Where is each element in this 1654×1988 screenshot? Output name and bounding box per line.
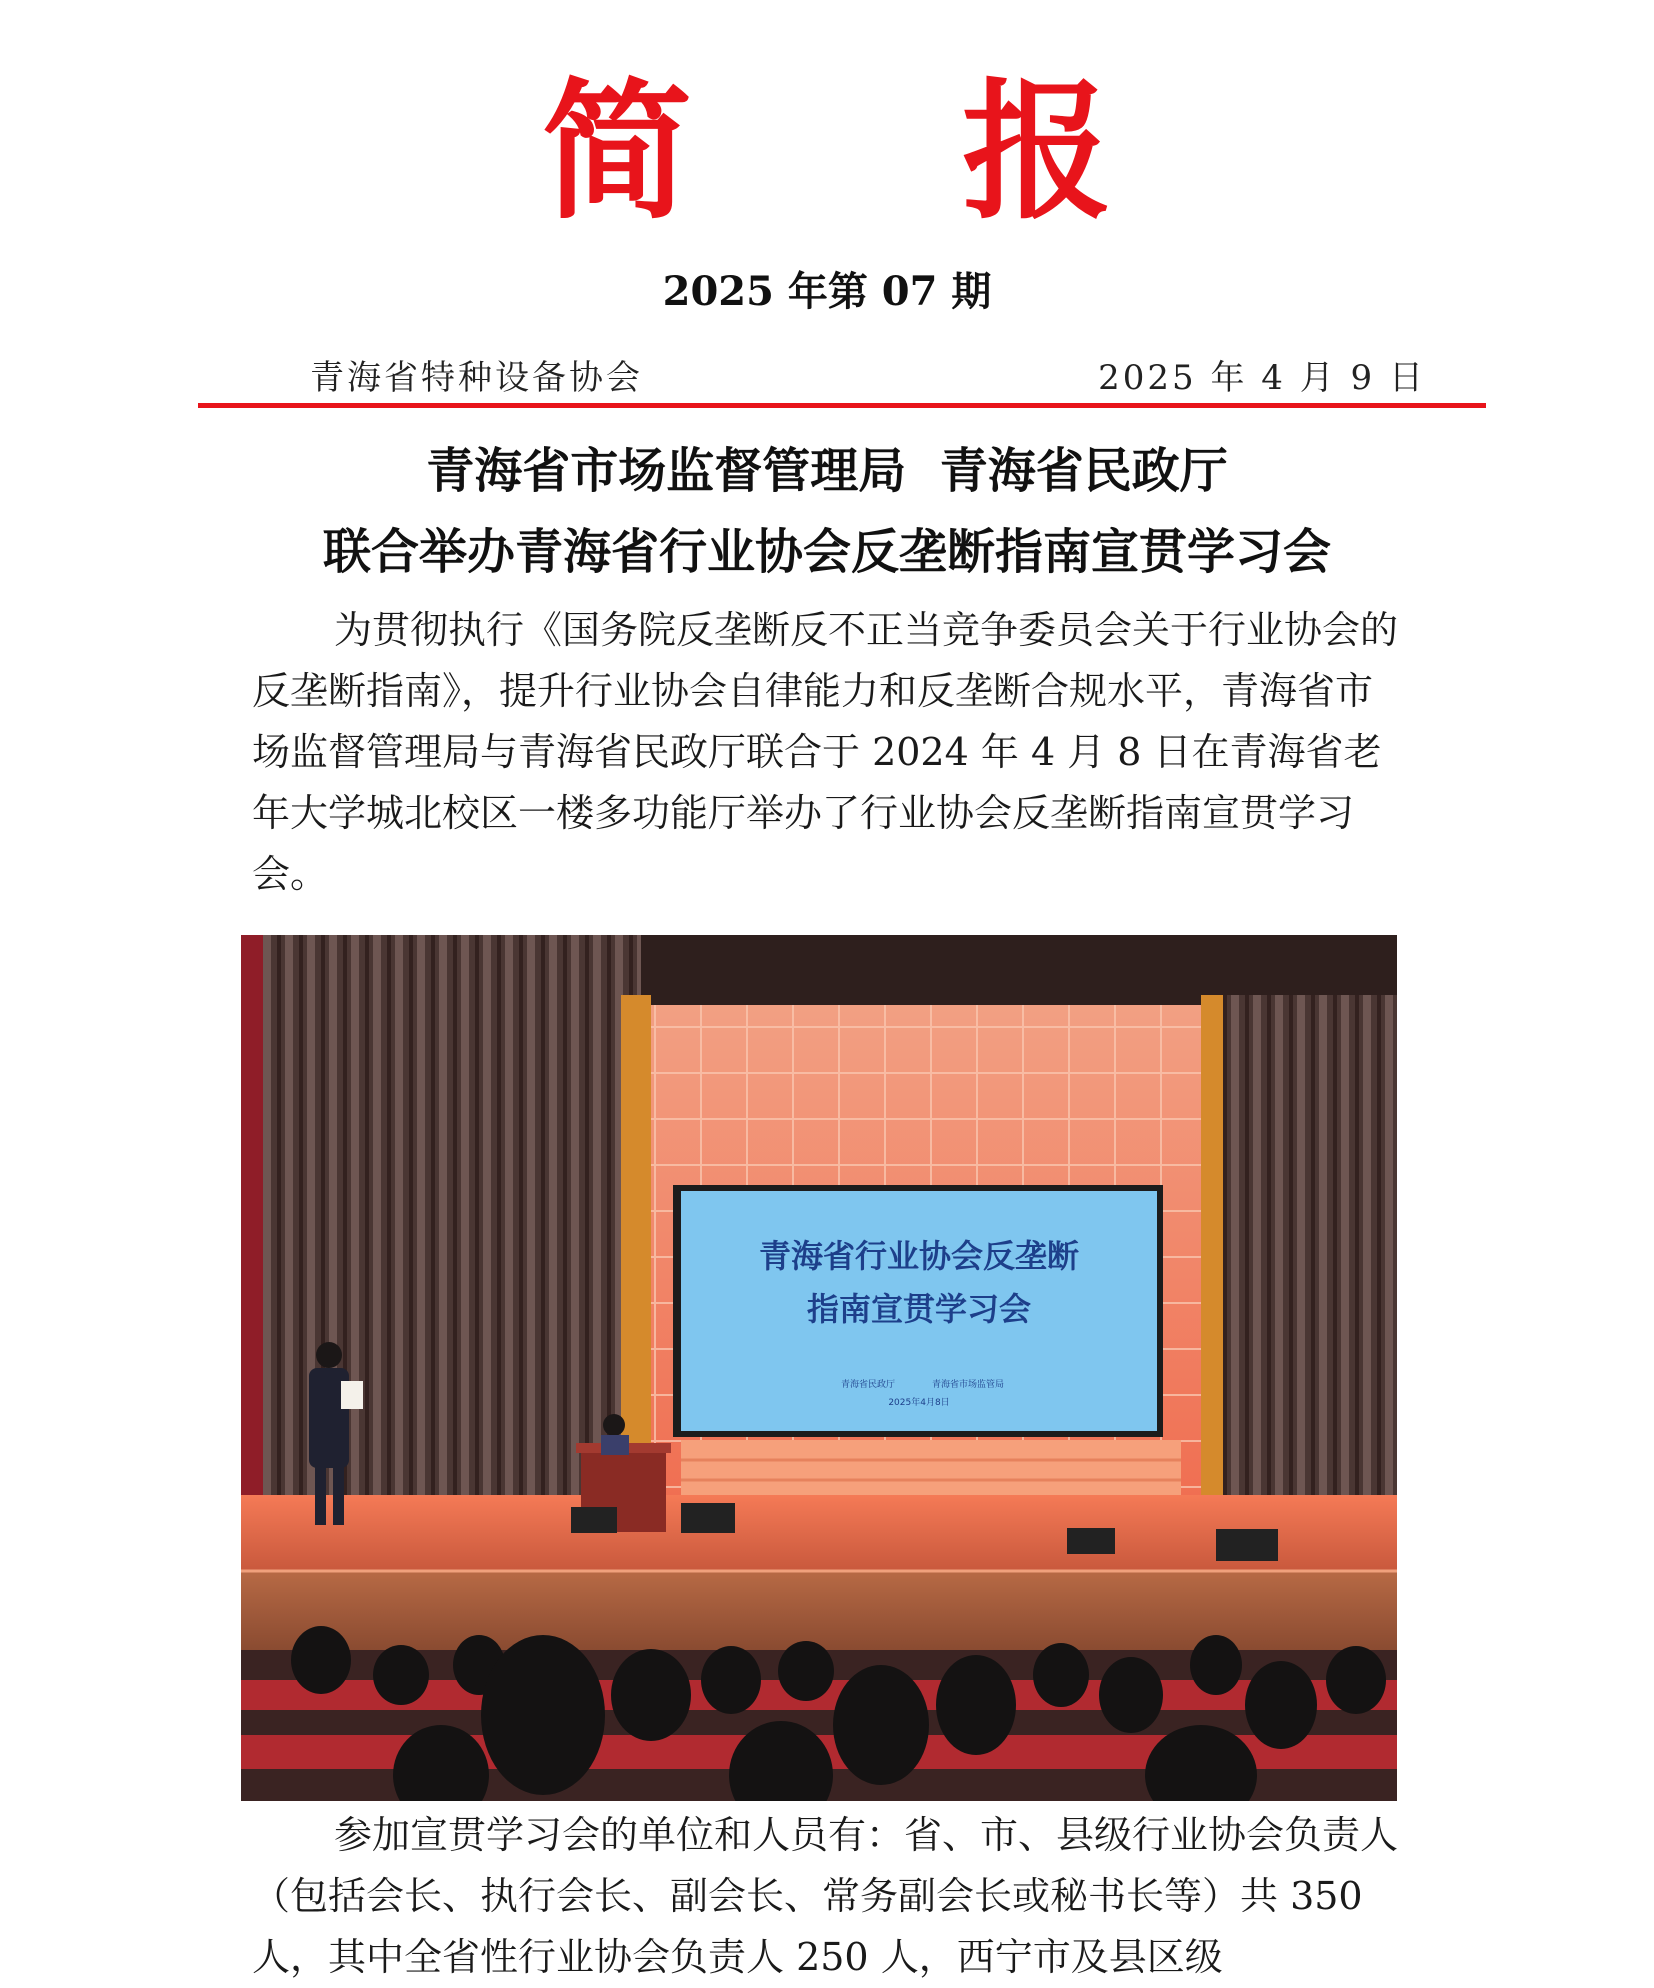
headline-line-2: 联合举办青海省行业协会反垄断指南宣贯学习会: [322, 524, 1331, 580]
masthead-char-2: 报: [962, 66, 1113, 240]
speaker-figure: [316, 1342, 342, 1368]
masthead-title: [0, 66, 1654, 240]
screen-org-1: 青海省民政厅: [840, 1380, 896, 1390]
headline-line-1: 青海省市场监督管理局 青海省民政厅: [426, 443, 1228, 499]
issue-number: 2025 年第 07 期: [662, 268, 992, 315]
screen-org-2: 青海省市场监管局: [931, 1380, 1005, 1390]
paragraph-1-text: 为贯彻执行《国务院反垄断反不正当竞争委员会关于行业协会的反垄断指南》，提升行业协会自律能力和反垄断合规水平，青海省市场监督管理局与青海省民政厅联合于 2024 年 4 月 8 日在青海省老年大学城北校区一楼多功能厅举办了行业协会反垄断指南宣贯学习会。: [252, 608, 1399, 896]
publish-date: 2025 年 4 月 9 日: [1098, 358, 1426, 398]
paragraph-2-text: 参加宣贯学习会的单位和人员有：省、市、县级行业协会负责人（包括会长、执行会长、副会长、常务副会长或秘书长等）共 350 人，其中全省性行业协会负责人 250 人，西宁市及县区级: [252, 1813, 1399, 1979]
publisher-org: 青海省特种设备协会: [310, 358, 643, 398]
screen-date: 2025年4月8日: [888, 1398, 950, 1408]
screen-title-line-1: 青海省行业协会反垄断: [758, 1237, 1080, 1275]
red-divider: [198, 403, 1486, 408]
screen-title-line-2: 指南宣贯学习会: [806, 1290, 1032, 1328]
body-paragraph-2: [252, 1805, 1410, 1988]
body-paragraph-1: [252, 600, 1410, 905]
event-photo: [241, 935, 1397, 1801]
right-curtain: [1201, 995, 1397, 1505]
masthead-char-1: 简: [541, 66, 692, 240]
stage-steps: [681, 1440, 1181, 1502]
